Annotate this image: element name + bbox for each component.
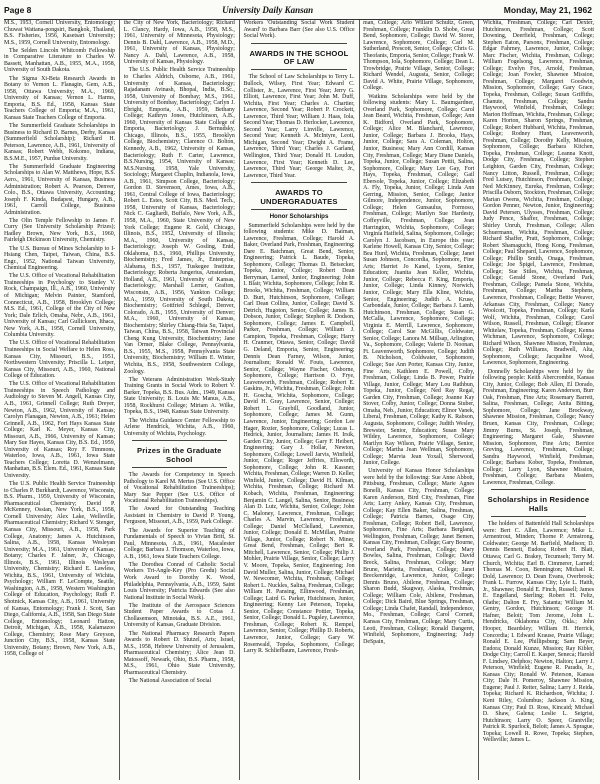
section-heading: Prizes in the Graduate School	[136, 446, 222, 464]
column-5	[483, 20, 594, 780]
article-paragraph: The Award for Outstanding Teaching Assistant in Chemistry to David P. Young, Ferguson, Missouri, A.B., 1959, Park College.	[123, 506, 235, 526]
article-paragraph: The U.S. Office of Vocational Rehabilitation Traineeships in Social Welfare to Helen Ross, Kansas City, Missouri, B.S., 1951, Northwestern University; Priscilla L. Leiper, Kansas City, Missouri, A.B., 1960, National College of Education.	[4, 340, 116, 380]
column-1	[4, 20, 115, 780]
article-paragraph: The U.S. Bureau of Mines Scholarship to I-Hsiang Chen, Taipei, Taiwan, China, B.S. Engr., 1952, National Taiwan University, Chemical Engineering.	[4, 245, 116, 272]
article-paragraph: The Sigma Xi-Beta Research Awards in Botany to Vernon L. Flanagin, Gem, A.B., 1958, Ottawa University; M.A., 1960, University of Kansas; Vernon L. Harms, Emporia, B.S. Ed., 1958, Kansas State Teachers College of Emporia; M.A., 1961, Kansas State Teachers College of Emporia.	[4, 75, 116, 121]
article-paragraph: The holders of Battenfeld Hall Scholarships were: Bert C. Allen, Lawrence; Mike L. Armentrout, Minden; Thorne P. Armstrong, Coldwater; George M. Barfield, Madison; D. Dennis Bennett, Eudora; Robert H. Blatt, Ottawa; Carl G. Brakey, Tecumseh; Terry M. Church, Wichita; Earl B. Cimmerer, Larned; Thomas M. Coon, Bennington; Michael R. Dold, Lawrence; D. Dean Evans, Overbrook; Frank L. Furrow, Kansas City; Lyle L. Haith, Jr., Shawnee; Donald E. Finch, Russell; James E. Engelland, Sterling; Robert H. Feltz, Olathe; Dalton E. Fry, Satanta; William M. Gentry, Gordon, Hutchinson; George H. Hafner, Beloit; Tom Jerome, John L. Hendricks, Oklahoma City, Okla.; John Hooper, Beardsley; William H. Herrick, Concordia; I. Edward Krause, Prairie Village; Ronald E. Lee, Phillipsburg; Sam Beyer, Eudora; Donald Kunze, Mission; Ray Kibler, Dodge City; Carroll E. Kasper, Seneca; Harold F. Lindsey, Delphos; Newton, Halton; Larry J. Peterson, Winfield; Eugene R. Paradis, Jr., Kansas City; Ronald W. Peterson, Kansas City; Dale H. Pomeroy, Shawnee Mission, Eugene; Paul J. Reiter, Salina; Larry J. Reida, Topeka; Richard K. Richardson, Wichita; J. Kent Riley, Columbus; Jackson A. King, Kansas City; Paul D. Ross, Kincaid; Michael D. Shaw, Galena; Leslie L. Seigrist, Hutchinson; Larry O. Speer, Grantville; Patrick R. Spurlock, Beloit; James A. Sprague, Topeka; Lowell R. Rowe, Topeka; Stephen, Wellsville; James L.	[482, 521, 594, 744]
column-divider	[359, 20, 360, 780]
article-paragraph: The Summerfield Graduate Scholarships in Business to Richard D. Barnes, Derby, Kansas (Summerfield Scholarship); Richard H. Peterson, Lawrence, A.B., 1961, University of Kansas; Robert Webb, Kokomo, Indiana, B.S.M.E., 1957, Purdue University.	[4, 122, 116, 162]
subsection-heading: Honor Scholarships	[269, 213, 329, 221]
page-header	[4, 3, 592, 20]
article-paragraph: Donnelly Scholarships were held by the following people: Keith Abercrombie, Kansas City, Junior, College; Bob Allen, El Dorado, Freshman, Engineering; Karen Anderson, Burr Oak, Freshman, Fine Arts; Rosemary Barrett, Salina, Freshman, College; Anita Bitting, Sophomore, College; Jane Brockway, Shawnee Mission, Freshman, College; Nancy Bruen, Kansas City, Freshman, College; Jimmy Burns, St. Joseph, Freshman, Engineering; Margaret Gale, Shawnee Mission, Sophomore, Fine Arts; Bernice Greving, Lawrence, Freshman, College; Sandra Haywood, Winfield, Freshman, College; Barbara Kober, Topeka, Freshman, College; Larry Lyon, Shawnee Mission, Freshman, College; Barbara Masters, Lawrence, Freshman, College.	[482, 368, 594, 486]
article-paragraph: The Awards for Superior Teaching of Fundamentals of Speech to Vivian Britt, St. Paul, Minnesota, A.B., 1961, Macalester College; Barbara J. Thomson, Waterloo, Iowa, A.B., 1961, Iowa State Teachers College.	[123, 527, 235, 560]
article-paragraph: Workers 'Outstanding Social Work Student Award' to Barbara Barr (See also U.S. Office Social Work).	[243, 20, 355, 40]
column-3	[243, 20, 354, 780]
column-divider	[478, 20, 479, 780]
section-heading: AWARDS IN THE SCHOOL OF LAW	[249, 48, 349, 67]
article-paragraph: The Institute of the Aerospace Sciences Student Paper Awards to Cotas J. Chollasemson, Minotaka, B.S. A.E., 1961, University of Kansas, Graduate Division.	[123, 602, 235, 629]
article-paragraph: The National Association of Social	[128, 678, 212, 685]
article-paragraph: Wichita, Freshman, College; Carl Dexter, Hutchinson, Freshman, College; Scott Downing, Deerfield, Freshman, College; Stephen Eaton, Parsons, Freshman, College; Edgar Fahrney, Lawrence, Junior, College; Marc Fischer, Wichita, Freshman, College; William Fogelsong, Lawrence, Freshman, College; Evelyn Fox, Arnold, Freshman, College; Joan Fowler, Shawnee Mission, Freshman, College; Margaret Goodwin, Mission, Sophomore, College; Gary Grace, Topeka, Freshman, College; Susan Griffiths, Chanute, Freshman, College; Sandra Haywood, Winfield, Freshman, College; Marion Hoffman, Wichita, Freshman, College; Karen Horton, Sharon Springs, Freshman, College; Robert Hubbard, Wichita, Freshman, College; Rodney Hunt, Leavenworth, Freshman, College; Dorothy Kelly, Mission, Sophomore, College; Barbara Kitchen, Topeka, Freshman, College; Leanna Knott, Dodge City, Freshman, College; Stephen Leighton, Garden City, Freshman, College; Nancy Litton, Russell, Freshman, College; Fred Lutsey, Hutchinson, Freshman, College; Ned McKinney, Eureka, Freshman, College; Priscilla Osborn, Stockton, Freshman, College; Marian Owens, Wichita, Freshman, College; Gordon Penner, Newton, Junior, Engineering; David Petersen, Ulysses, Freshman, College; Judy Pence, Shaffer, Freshman, College; Shirley Unruh, Freshman, College; Allen Schuermann, Wichita, Freshman, College; Richard Shaffer, Pratt, Sophomore, College; Robert Shamaguchi, Hong Kong, Freshman, College; Paul Shepard, Lawrence, Sophomore, College; Phillip Smith, Onaga, Freshman, College; Joe Spigel, Lawrence, Freshman, College; Sue Stiles, Wichita, Freshman, College; Gerald Stone, Overland Park, Freshman, College; Pamela Stone, Wichita, Freshman, College; Martha Stephens, Lawrence, Freshman, College; Bettie Weaver, Arkansas City, Freshman, College; Nancy Woolcott, Topeka, Freshman, College; Karla Wolf, Wichita, Freshman, College; Carol Wilson, Russell, Freshman, College; Eleanor Whitelaw, Topeka, Freshman, College; Kenna Wichman, Lawrence, Sophomore, College; Richard Wilson, Shawnee Mission, Freshman, College; Ruth Williams, Bradwell, Alta, Sophomore, College; Jacqueline Wood, Lawrence, Sophomore, Engineering.	[482, 20, 594, 367]
article-paragraph: The School of Law Scholarships to Terry L. Bullock, Wilsey, First Year; Edward C. Collister, Jr., Lawrence, First Year; Jerry G. Elliott, Lawrence, First Year; John M. Duff, Wichita, First Year; Charles A. Chartier, Lawrence, Second Year; Robert P. Crockett, Lawrence, Third Year; William J. Haas, Iola, Second Year; Thomas D. Herlocker, Lawrence, Second Year; Larry Linville, Lawrence, Second Year; Kenneth A. McIntyre, Leoti, Michigan, Second Year; Dwight A. Frame, Lawrence, Third Year; Charles J. Garland, Wellington, Third Year; Donald H. Loudon, Lawrence, First Year; Kenneth D. Lee, Lawrence, Third Year; George Malter, Jr., Lawrence, Third Year.	[243, 74, 355, 179]
section-heading: Scholarships in Residence Halls	[487, 495, 590, 513]
column-divider	[239, 20, 240, 780]
column-divider	[119, 20, 120, 780]
section-rule	[132, 440, 227, 441]
article-paragraph: University of Kansas Honor Scholarships were held by the following: Sue Anne Abbott, Pittsburg, Freshman, College; Marie Agnes Bonelli, Kansas City, Freshman, College; Karen Anderson, Bird City, Freshman, Fine Arts; Larry Ankey, Kansas City, Freshman, College; Kay Ellen Baker, Salina, Freshman, College; Patricia Barnes, Osage City, Freshman, College; Robert Bell, Lawrence, Sophomore, Fine Arts; Barbara Bergland, Wellington, Freshman, College; Janet Bemen, Kansas City, Freshman, College; Gary Bourne, Overland Park, Freshman, College; Mary Bowles, Salina, Freshman, College; David Breck, Salina, Freshman, College; Mary Brune, Marietta, Freshman, College; Janet Breckenridge, Lawrence, Junior, College; Dennis Bruno, Abilene, Freshman, College; Sharon Budd, Skagway, Alaska, Freshman, College; William Cole, Abilene, Freshman, College; Dick Baird, Blue Springs, Freshman, College; Linda Chafet, Randall, Independence, Mo., Freshman, College; Carol Cornett, Kansas City, Freshman, College; Mary Curtis, Leoti, Freshman, College; Ronald Dangeret, Winfield, Sophomore, Engineering; Judy DeSpain,	[363, 468, 475, 645]
article-paragraph: M.S., 1953, Cornell University, Entomology; Chuwat Wattana-pongsiri, Bangkok, Thailand, B.S. Fisheries, 1956, Kasetsart University; M.S., 1959, Cornell University, Entomology.	[4, 20, 116, 46]
article-paragraph: The Summerfield Graduate Engineering Scholarships to Alan W. Matthews, Hope, B.S. Aero., 1961, University of Kansas, Business Administration; Robert A. Pearson, Denver, Colo., B.S., Ottawa University, Accounting; Joseph F. Kinda, Budapest, Hungary, A.B., 1961, Carroll College, Business Administration.	[4, 163, 116, 216]
newspaper-name: University Daily Kansan	[222, 5, 314, 15]
article-paragraph: The Veterans Administration Work-Study Training Grants in Social Work to Robert V. Barker, Topeka, B.S. Bus. Adm., 1949, Kansas State University; B. Louis Mc Manus, A.B., 1958, Rockhurst College; Miriam A. Wilke, Topeka, B.S., 1948, Kansas State University.	[123, 376, 235, 416]
article-paragraph: The U.S. Public Health Service Traineeship to Charles P. Burkhardt, Lawrence, Wisconsin, B.S. Pharm., 1959, University of Wisconsin, Pharmaceutical Chemistry; David P. McKenney, Ossian, New York, B.S., 1958, Cornell University; Alex Lake, Wellsville, Pharmaceutical Chemistry; Richard V. Stenger, Kansas City, Missouri, A.B., 1958, Park College, Anatomy; James A. Hutchinson, Salina, A.B., 1958, Kansas Wesleyan University; M.A., 1961, University of Kansas; Botany; Charles F. Jalner, Jr., Chicago, Illinois, B.S., 1961, Illinois Wesleyan University, Chemistry; Richard E. Lawless, Wichita, B.S., 1961, University of Wichita, Psychology; William F. LeCompte, Seattle, Washington, A.B., 1958, Western Washington College of Education, Psychology; Ruth F. Shotnick, Kansas City, A.B., 1961, University of Kansas, Entomology; Frank J. Scott, San Diego, California, A.B., 1958, San Diego State College, Entomology; Leonard Hatton, Detroit, Michigan, A.B., 1958, Kalamazoo College, Chemistry; Rose Mary Greyson, Junction City, B.S., 1958, Kansas State University, Botany; Brown, New York, A.B., 1958, College of	[4, 481, 116, 658]
section-rule	[491, 489, 586, 490]
article-paragraph: The Selden Lincoln Whitcomb Fellowship in Comparative Literature to Charles W. Bassett, Manhattan, A.B., 1955, M.A., 1958, University of South Dakota.	[4, 47, 116, 74]
section-rule	[132, 467, 227, 468]
article-columns	[4, 20, 594, 780]
section-rule	[251, 43, 346, 44]
article-paragraph: The Dorothea Conrad of Catholic Social Workers Tri-Angle-Key (Pro Gredu) Social Work Award to Dorothy K. Wood, Philadelphia, Pennsylvania, A.B., 1959, Saint Louis University; Patricia Edwards (See also National Institute in Social Work).	[123, 561, 235, 601]
issue-date: Monday, May 21, 1962	[503, 5, 592, 15]
section-rule	[251, 182, 346, 183]
article-paragraph: The Olin Temple Fellowship to James F. Curry (See University Scholarship Prizes); Hadley Brown, New York, B.S., 1960, Fairleigh Dickinson University, Chemistry.	[4, 217, 116, 244]
column-2	[124, 20, 235, 780]
article-paragraph: Summerfield Scholarships were held by the following students: Mike D. Baiman, Lawrence, Freshman, College; Harold A. Baker, Overland Park, Freshman, Engineering; Dare E. Batchman, Great Bend, Senior, Engineering; Patrick L. Baude, Topeka, Sophomore, College; Thomas D. Beisecker, Topeka, Junior, College; Robert Dean Berryman, Larned, Junior, Engineering; John I. Blair, Wichita, Sophomore, College; John R. Brooks, Wichita, Freshman, College; William D. Burt, Hutchinson, Sophomore, College; Carl Dean Collins, Junior, College; David S. Detrich, Hugoton, Senior, College; James B. Dobson, Junior, College; Stephen R. Dodson, Sophomore, College; James E. Campbell, Parker, Freshman, College; William J. Campion, Topeka, Freshman, College; Harry H. Cranmer, Ottawa, Senior, College; David G. Deland, Emporia, Senior, Engineering; Dennis Dean Farney, Wilson, Junior, Journalism; Ronald W. Fouts, Lawrence, Senior, College; Wayne Fischer, Osborne, Sophomore, College; Harrison O. Frye, Leavenworth, Freshman, College; Robert E. Gaskins, Jr., Wichita, Freshman, College; John H. Goscha, Wichita, Sophomore, College; David H. Gray, Lawrence, Senior, College; Robert L. Graybill, Goodland, Junior, Sophomore, College; James M. Gunn, Lawrence, Junior, Engineering; Gordon Lee Hager, Rozier, Sophomore, College; Lucas L. Hedrick, Junior, Journalism; James H. Irsik, Garden City, Junior, College; Gary F. Heibert, Engineering; Gary J. Hollar, Newton, Sophomore, College; Lowell Jarvis, Winfield, Junior, College; Roger Jeffries, Ellsworth, Sophomore, College; John R. Kassner, Wichita, Freshman, College; Warren D. Keller, Winfield, Junior, College; David H. Kilman, Wichita, Freshman, College; Richard M. Kobach, Wichita, Freshman, Engineering; Benjamin C. Langel, Salina, Senior, Business; Alan D. Lutz, Wichita, Senior, College; John C. Maloney, Lawrence, Freshman, College; Charles A. Marvin, Lawrence, Freshman, College; Daniel McClelland, Lawrence, Junior, College; Donald E. McMillan, Prairie Village, Junior, College; Robert N. Miner, Great Bend, Freshman, College; Bert R. Mitchell, Lawrence, Senior, College; Philip J. Mohler, Prairie Village, Senior, College; Larry V. Moore, Topeka, Senior, Engineering; Jon David Muller, Salina, Junior, College; Michael W. Newcomer, Wichita, Freshman, College; Robert L. Nuckles, Salina, Freshman, College; William H. Pansing, Ellinwood, Freshman, College; Laird G. Parker, Hutchinson, Junior, Engineering; Kenny Lee Peterson, Topeka, Senior, College; Constance Pottier, Topeka, Senior, College; Donald L. Pugsley, Lawrence, Freshman, College; Robert K. Rempel, Lawrence, Senior, College; Phillip D. Roberts, Lawrence, Junior, College; Gary W. Rosenwald, Topeka, Sophomore, College; Larry R. Schliefbaum, Lawrence, Fresh-	[243, 222, 355, 655]
section-rule	[251, 69, 346, 70]
section-heading: AWARDS TO UNDERGRADUATES	[260, 188, 338, 206]
article-paragraph: The National Pharmacy Research Papers Awards to Robert D. Stutzel, Arts; Israel, M.S., 1958, Hebrew University of Jerusalem, Pharmaceutical Chemistry; Alice Jean D. Matossoff, Newark, Ohio, B.S. Pharm., 1958, M.S., 1961, Ohio State University, Pharmaceutical Chemistry.	[123, 630, 235, 676]
column-4	[363, 20, 474, 780]
article-paragraph: the City of New York, Bacteriology; Richard L. Clancy, Hardy, Iowa, A.B., 1958, M.S., 1961, University of Minnesota, Physiology; Dennis B. Dahl, Lawrence, A.B., 1958, M.D., 1961, University of Kansas, Physiology; Nancy A. Dahl, Lawrence, A.B., 1958, University of Kansas, Physiology.	[123, 20, 235, 66]
article-paragraph: The U.S. Office of Vocational Rehabilitation Traineeships in Psychology to Stanley V. Rock, Champaign, Ill., A.B., 1960, University of Michigan; Melvin Painter, Stamford, Connecticut, A.B., 1958, Brooklyn College; M.S. Ed., 1961, College of the City of New York; Dale Erlich, Omaha, Nebr., A.B., 1961, University of Kansas; Carl Gullickson, Ithaca, New York, A.B., 1958, Cornell University, Columbia University.	[4, 273, 116, 339]
section-rule	[491, 516, 586, 517]
article-paragraph: man, College; Arlo Willard Schultz, Green, Freshman, College; Franklin D. Shobe, Great Bend, Sophomore, College; David W. Storer, Lawrence, Sophomore, College; Carl M. Sutherland, Prescott, Senior, College; Chris G. Theofanis, Emporia, Senior, College; Frank W. Thompson, Iola, Sophomore, College; Dean L. Trowbridge, Prairie Village, Senior, College; Richard Wendel, Augusta, Senior, College; David A. White, Prairie Village, Sophomore, College.	[363, 20, 475, 92]
section-rule	[251, 209, 346, 210]
article-paragraph: The Awards for Competency in Speech Pathology to Karel M. Mertes (See U.S. Office of Vocational Rehabilitation Traineeships); Mary Sue Pepper (See U.S. Office of Vocational Rehabilitation Traineeships).	[123, 472, 235, 505]
page-number: Page 8	[4, 5, 32, 15]
article-paragraph: Watkins Scholarships were held by the following students: Mary L. Baumgardner, Overland Park, Sophomore, College; Carol Jean Beard, Wichita, Freshman, College; Ann K. Bidford, Overland Park, Sophomore, College; Alice M. Blanchard, Lawrence, Junior, College; Barbara J. Brooks, Hays, Junior, College; Sara A. Coleman, Holton, Junior, Business; Mary Ann Cordill, Kansas City, Freshman, College; Mary Diane Daniels, Topeka, Junior, College; Susan Pettit, Salina, Sophomore, College; Mary Lee Gay, Fort Hays, Topeka, Freshman, College; Gail Ebersole, Topeka, Junior, College; Elizabeth A. Fly, Topeka, Junior, College; Linda Ann Gerring, Mission, Senior, College; Janice Gilmore, Independence, Junior, Sophomore, College; Helen Gunsaulus, Formoso, Freshman, College; Marilyn Sue Hardesty, Coffeyville, Freshman, College; Jean Harrington, Wichita, Sophomore, College; Virginia Hatfield, Salina, Sophomore, College; Carolyn J. Jacobsen, in Europe this year; Karlene Howell, Kansas City, Senior, College; Bea Hurd, Wichita, Freshman, College; Janet Susan Johnson, Concordia, Sophomore, Fine Arts; Harriet Jo Kanel, Lyons, Senior, Education; Juanita Jean Keller, Wichita, Junior, College; Rebecca F. King, Emporia, Junior, College; Linda Kinney, Norwich, Junior, College; Mary Ella Kline, Wichita, Senior, Engineering; Judith A. Kruse, Carbondale, Junior, College; Barbara J. Lamb, Hutchinson, Freshman, College; Susan G. McCalla, Lawrence, Sophomore, College; Virginia E. Merrill, Lawrence, Sophomore, College; Carol Sue McGillis, Coldwater, Senior, College; Lanora M. Millsap, Arlington, Va., Sophomore, College; Valerie D. Noonan, Ft. Leavenworth, Sophomore, College; Judith B. Nicholson, Coldwater, Sophomore, College; Sue Ann Porter, Kansas City, Junior, Fine Arts; Kathleen E. Powell, Colby, Freshman, College; Linda B. Power, Prairie Village, Junior, College; Mary Lou Rathbun, Topeka, Junior, College; Ned Ray Regal, Garden City, Freshman, College; Joanne Kay Stover, Colby, Junior, College; Donna Stuber, Omaha, Neb., Junior, Education; Elinor Vanek, Liberal, Freshman, College; Kathy K. Rabson, Augusta, Sophomore, College; Judith Wesley, Brewster, Senior, Education; Susan Mary Wildey, Lawrence, Sophomore, College; Marilyn Kay Wilson, Prairie Village, Senior, College; Martha Jean Wellman, Sophomore, College; Marvia Jean Yoxall, Sherwood, Junior, College.	[363, 93, 475, 467]
article-paragraph: The U.S. Office of Vocational Rehabilitation Traineeships in Speech Pathology and Audiology to Steven M. Angell, Kansas City, A.B., 1961, Grinnell College; Ruth Dreyer, Newton, A.B., 1962, University of Kansas; Carolyn Flanagan, Newton, A.B., 1961; Helen Grinnell, A.B., 1962, Fort Hays Kansas State College; Karl K. Meyer, Kansas City, Missouri, A.B., 1966, University of Kansas; Mary Sue Hayes, Kansas City, B.S. Ed., 1959, University of Kansas; Roy F. Timmons, Waterloo, Iowa, A.B., 1961, Iowa State Teachers College; Loretta D. Wenzelmann, Manhattan, B.S. Elem. Ed., 1961, Kansas State University.	[4, 381, 116, 479]
article-paragraph: The Wichita Guidance Center Fellowship to Arlene Hendrick, Wichita, A.B., 1960, University of Wichita, Psychology.	[123, 417, 235, 437]
article-paragraph: The U.S. Public Health Service Traineeship to Charles Aldrich, Osborne, A.B., 1961, University of Kansas, Bacteriology; Rajadanam Avinash, Bhopal, India, B.Sc., 1958, University of Bombay; M.S., 1961, University of Bombay, Bacteriology; Carlyn J. Ebright, Emporia, A.B., 1959, Bethany College; Kathryn Jones, Hutchinson, A.B., 1960, University of Kansas State College of Emporia, Bacteriology; J. Bernudsky, Chicago, Illinois, B.S., 1955, Brooklyn College, Biochemistry; Clarence O. Bolton, Kennedy, A.B., 1962, University of Kansas, Bacteriology; Ruth F. Carter, Lawrence, B.S.Nursing, 1954, University of Kansas; M.S.Nursing, 1958, Yale University, Sociology; Margaret Chaplin, Indianola, Iowa, A.B., 1961, Simpson College, Bacteriology; Gordon D. Stevenson, Ames, Iowa, A.B., 1961, Central College of Iowa, Bacteriology; Robert L. Estes, Scott City, B.S. Med. Tech., 1958, University of Kansas, Bacteriology; Nick C. Gagliardi, Buffalo, New York, A.B., 1958, M.A., 1960, State University of New York College; Eugene R. Gold, Chicago, Illinois, B.S., 1952, University of Illinois; M.A., 1960, University of Kansas, Bacteriology; Joseph W. Gosling, Enid, Oklahoma, B.S., 1960, Phillips University, Biochemistry; Fred James, Jr., Enterprise, Alabama, B.S., 1957, Tuskegee Institute, Bacteriology; Roberta Jungerius, Amsterdam, Holland, A.B., 1961, University of Kansas, Bacteriology; Marshall Lerner, Grafton, Wisconsin, A.B., 1956, Yankton College; M.A., 1959, University of South Dakota, Biochemistry; Gottfried Schlegel, Denver, Colorado, A.B., 1955, University of Denver; M.A., 1960, University of Kansas, Biochemistry; Shirley Chiang-Hsia Su, Taipei, Taiwan, China, B.S., 1958, Taiwan Provincial Cheng Kung University, Biochemistry; Jane Van Ormer, Blake College, Pennsylvania, B.S., 1955, M.S., 1958, Pennsylvania State University, Biochemistry; William E. Winter, Wichita, B.S., 1958, Southwestern College, Zoology.	[123, 67, 235, 375]
